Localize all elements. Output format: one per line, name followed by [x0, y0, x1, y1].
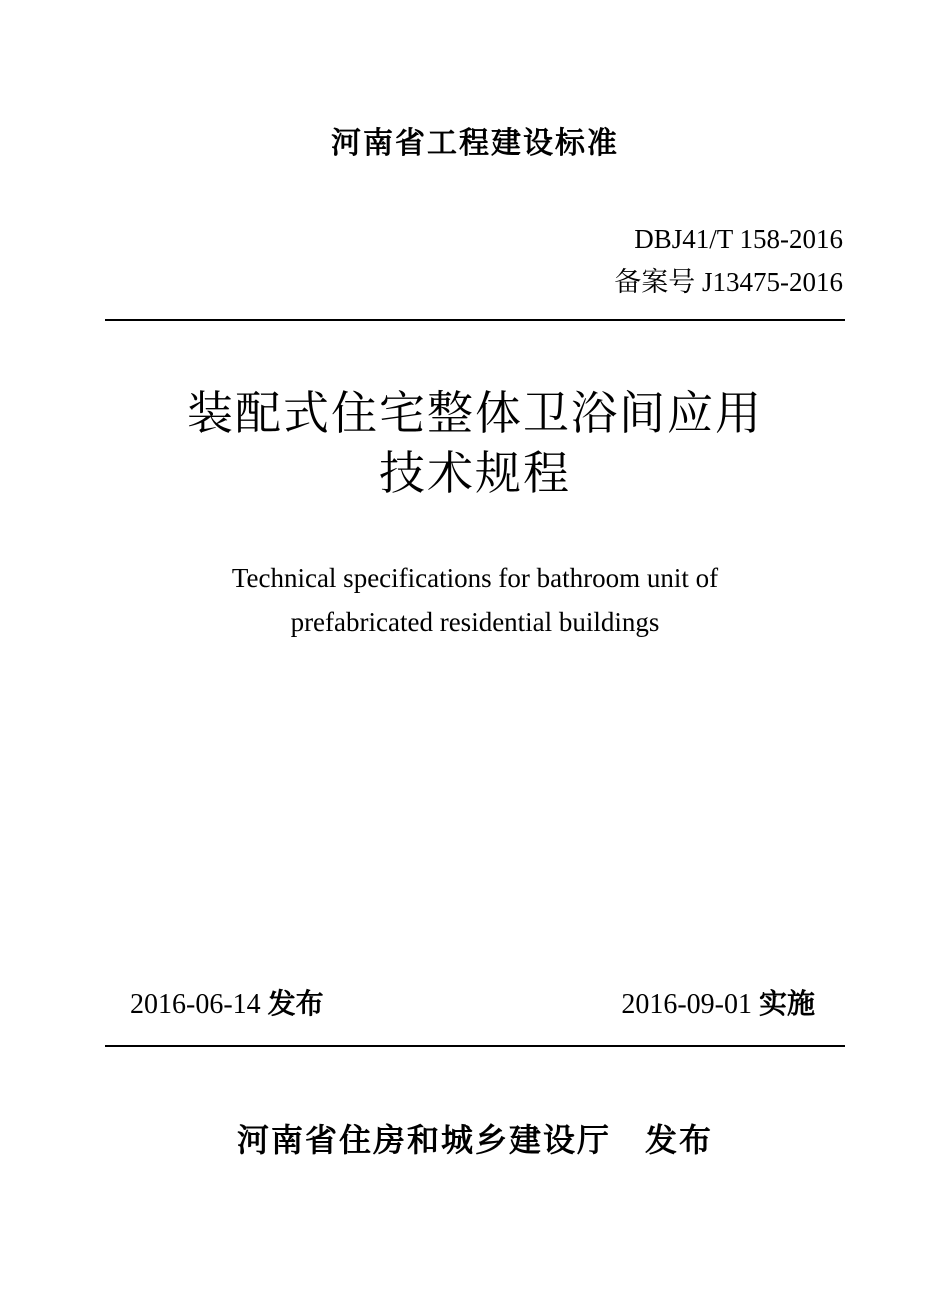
- chinese-title-line-2: 技术规程: [379, 446, 571, 500]
- publisher-line: [0, 1115, 950, 1161]
- issue-label: 发布: [267, 987, 324, 1020]
- date-row: [130, 982, 815, 1022]
- publisher-name: 河南省住房和城乡建设厅: [236, 1121, 611, 1159]
- chinese-title: [0, 383, 950, 503]
- series-title: 河南省工程建设标准: [331, 126, 619, 161]
- english-title-line-2: prefabricated residential buildings: [290, 607, 660, 637]
- standard-code: DBJ41/T 158-2016: [634, 224, 843, 254]
- effective-date: 2016-09-01: [621, 989, 752, 1020]
- bottom-divider: [105, 1045, 845, 1047]
- effective-label: 实施: [758, 987, 815, 1020]
- english-title: [0, 556, 950, 644]
- record-number: 备案号 J13475-2016: [614, 267, 843, 297]
- top-divider: [105, 319, 845, 321]
- issue-date: 2016-06-14: [130, 989, 261, 1020]
- chinese-title-line-1: 装配式住宅整体卫浴间应用: [187, 386, 763, 440]
- publisher-action: 发布: [645, 1121, 714, 1159]
- issue-date-group: [130, 982, 324, 1022]
- standard-info: [614, 218, 843, 304]
- english-title-line-1: Technical specifications for bathroom unit of: [231, 563, 719, 593]
- effective-date-group: [621, 982, 815, 1022]
